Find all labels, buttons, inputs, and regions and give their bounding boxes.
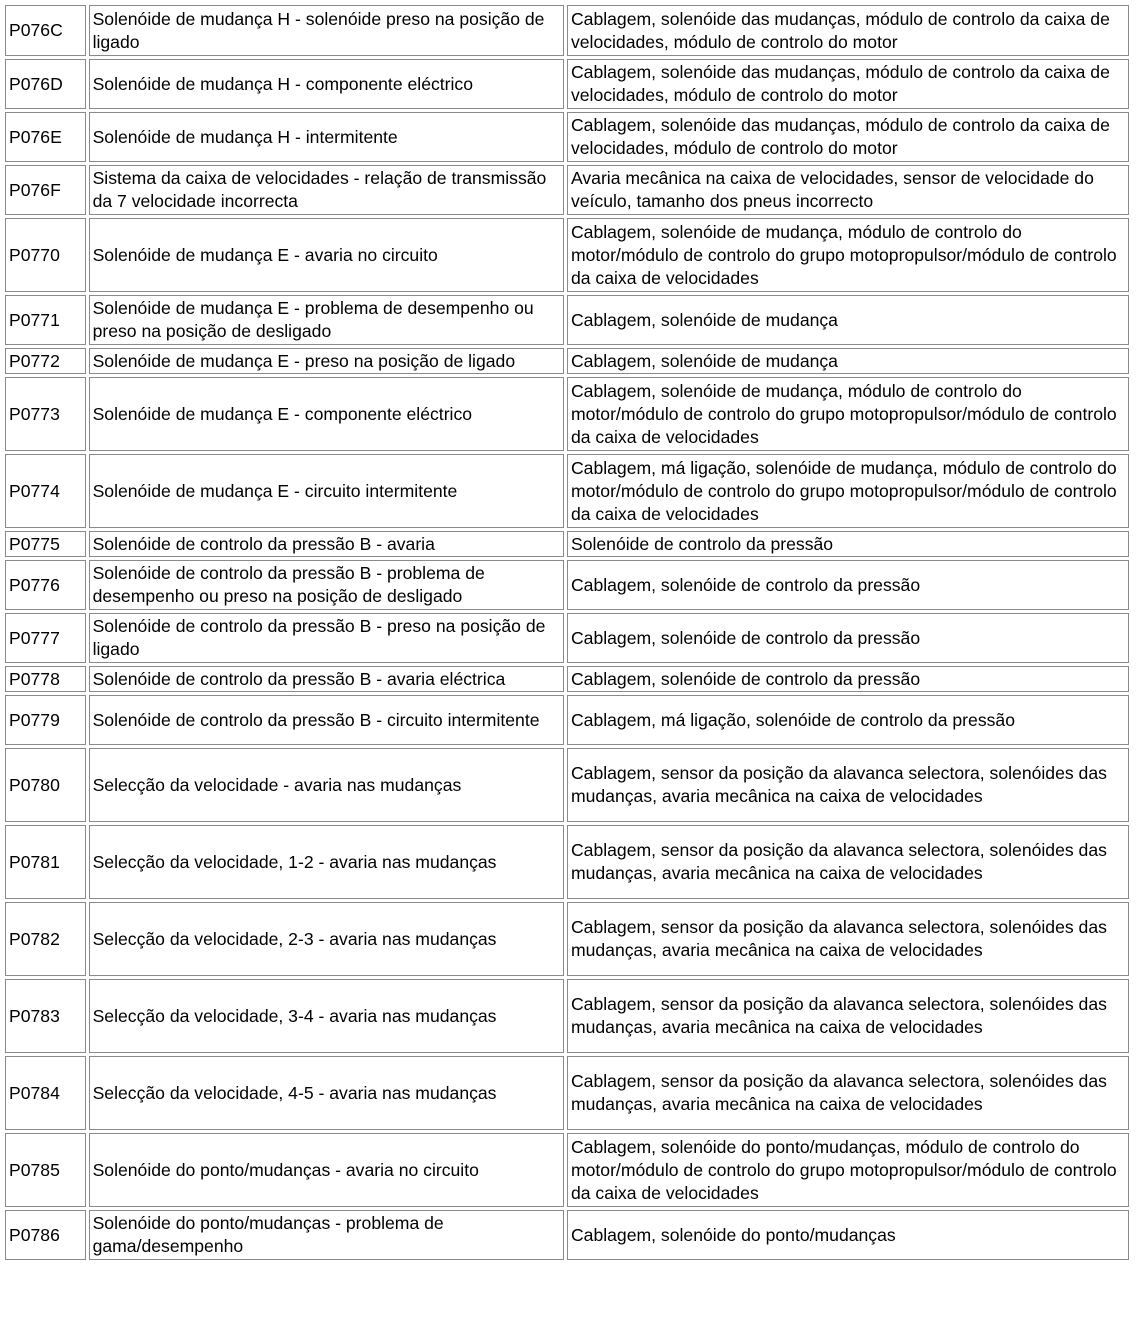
fault-causes: Cablagem, solenóide de mudança (567, 295, 1129, 345)
table-row (5, 5, 1129, 56)
table-row (5, 112, 1129, 162)
fault-code: P0770 (5, 218, 86, 292)
fault-causes: Cablagem, sensor da posição da alavanca selectora, solenóides das mudanças, avaria mecânica na caixa de velocidades (567, 825, 1129, 899)
fault-causes: Cablagem, solenóide do ponto/mudanças, módulo de controlo do motor/módulo de controlo do grupo motopropulsor/módulo de controlo da caixa de velocidades (567, 1133, 1129, 1207)
fault-causes: Cablagem, má ligação, solenóide de mudança, módulo de controlo do motor/módulo de controlo do grupo motopropulsor/módulo de controlo da caixa de velocidades (567, 454, 1129, 528)
table-row (5, 902, 1129, 976)
fault-description: Solenóide de mudança H - componente eléctrico (89, 59, 564, 109)
fault-causes: Cablagem, sensor da posição da alavanca selectora, solenóides das mudanças, avaria mecânica na caixa de velocidades (567, 979, 1129, 1053)
fault-description: Solenóide do ponto/mudanças - problema de gama/desempenho (89, 1210, 564, 1260)
fault-causes: Cablagem, solenóide das mudanças, módulo de controlo da caixa de velocidades, módulo de controlo do motor (567, 112, 1129, 162)
fault-description: Selecção da velocidade, 4-5 - avaria nas mudanças (89, 1056, 564, 1130)
table-row (5, 295, 1129, 345)
table-row (5, 748, 1129, 822)
table-row (5, 59, 1129, 109)
table-row (5, 1210, 1129, 1260)
fault-code: P076C (5, 5, 86, 56)
fault-causes: Cablagem, solenóide das mudanças, módulo de controlo da caixa de velocidades, módulo de controlo do motor (567, 59, 1129, 109)
table-row (5, 613, 1129, 663)
fault-description: Solenóide de mudança E - preso na posição de ligado (89, 348, 564, 374)
table-row (5, 218, 1129, 292)
table-row (5, 165, 1129, 215)
fault-causes: Cablagem, solenóide das mudanças, módulo de controlo da caixa de velocidades, módulo de controlo do motor (567, 5, 1129, 56)
fault-code: P0774 (5, 454, 86, 528)
table-row (5, 531, 1129, 557)
fault-code: P0783 (5, 979, 86, 1053)
fault-code: P0782 (5, 902, 86, 976)
table-row (5, 1133, 1129, 1207)
fault-description: Selecção da velocidade, 1-2 - avaria nas mudanças (89, 825, 564, 899)
fault-description: Solenóide de controlo da pressão B - avaria (89, 531, 564, 557)
fault-causes: Avaria mecânica na caixa de velocidades, sensor de velocidade do veículo, tamanho dos pneus incorrecto (567, 165, 1129, 215)
table-row (5, 348, 1129, 374)
fault-description: Sistema da caixa de velocidades - relação de transmissão da 7 velocidade incorrecta (89, 165, 564, 215)
fault-description: Selecção da velocidade, 3-4 - avaria nas mudanças (89, 979, 564, 1053)
fault-description: Solenóide de mudança H - intermitente (89, 112, 564, 162)
table-row (5, 666, 1129, 692)
fault-code: P0778 (5, 666, 86, 692)
fault-causes: Cablagem, solenóide de controlo da pressão (567, 666, 1129, 692)
fault-description: Selecção da velocidade - avaria nas mudanças (89, 748, 564, 822)
fault-causes: Cablagem, má ligação, solenóide de controlo da pressão (567, 695, 1129, 745)
table-row (5, 377, 1129, 451)
fault-code: P0776 (5, 560, 86, 610)
fault-description: Solenóide de mudança E - componente eléctrico (89, 377, 564, 451)
fault-code: P0772 (5, 348, 86, 374)
fault-code-table (2, 2, 1132, 1263)
fault-description: Solenóide de mudança E - problema de desempenho ou preso na posição de desligado (89, 295, 564, 345)
table-row (5, 825, 1129, 899)
table-row (5, 695, 1129, 745)
fault-code: P0780 (5, 748, 86, 822)
fault-causes: Cablagem, solenóide de controlo da pressão (567, 560, 1129, 610)
fault-code: P0773 (5, 377, 86, 451)
fault-code: P0784 (5, 1056, 86, 1130)
fault-causes: Cablagem, sensor da posição da alavanca selectora, solenóides das mudanças, avaria mecânica na caixa de velocidades (567, 748, 1129, 822)
fault-causes: Cablagem, sensor da posição da alavanca selectora, solenóides das mudanças, avaria mecânica na caixa de velocidades (567, 1056, 1129, 1130)
fault-code: P076F (5, 165, 86, 215)
fault-code: P0781 (5, 825, 86, 899)
fault-causes: Cablagem, solenóide de mudança, módulo de controlo do motor/módulo de controlo do grupo motopropulsor/módulo de controlo da caixa de velocidades (567, 218, 1129, 292)
fault-code: P0777 (5, 613, 86, 663)
fault-description: Solenóide de controlo da pressão B - preso na posição de ligado (89, 613, 564, 663)
fault-description: Solenóide de mudança H - solenóide preso na posição de ligado (89, 5, 564, 56)
fault-description: Solenóide de mudança E - avaria no circuito (89, 218, 564, 292)
fault-causes: Cablagem, sensor da posição da alavanca selectora, solenóides das mudanças, avaria mecânica na caixa de velocidades (567, 902, 1129, 976)
fault-causes: Solenóide de controlo da pressão (567, 531, 1129, 557)
fault-code: P0779 (5, 695, 86, 745)
table-row (5, 454, 1129, 528)
fault-description: Selecção da velocidade, 2-3 - avaria nas mudanças (89, 902, 564, 976)
fault-causes: Cablagem, solenóide de controlo da pressão (567, 613, 1129, 663)
fault-code: P0785 (5, 1133, 86, 1207)
fault-code: P0786 (5, 1210, 86, 1260)
fault-description: Solenóide de controlo da pressão B - circuito intermitente (89, 695, 564, 745)
document-page (2, 2, 1132, 1335)
fault-causes: Cablagem, solenóide do ponto/mudanças (567, 1210, 1129, 1260)
fault-causes: Cablagem, solenóide de mudança, módulo de controlo do motor/módulo de controlo do grupo motopropulsor/módulo de controlo da caixa de velocidades (567, 377, 1129, 451)
fault-code: P0775 (5, 531, 86, 557)
fault-code: P0771 (5, 295, 86, 345)
table-row (5, 560, 1129, 610)
fault-code: P076D (5, 59, 86, 109)
fault-description: Solenóide de mudança E - circuito intermitente (89, 454, 564, 528)
table-row (5, 1056, 1129, 1130)
table-row (5, 979, 1129, 1053)
fault-description: Solenóide do ponto/mudanças - avaria no circuito (89, 1133, 564, 1207)
fault-causes: Cablagem, solenóide de mudança (567, 348, 1129, 374)
fault-description: Solenóide de controlo da pressão B - problema de desempenho ou preso na posição de desligado (89, 560, 564, 610)
fault-description: Solenóide de controlo da pressão B - avaria eléctrica (89, 666, 564, 692)
fault-code: P076E (5, 112, 86, 162)
